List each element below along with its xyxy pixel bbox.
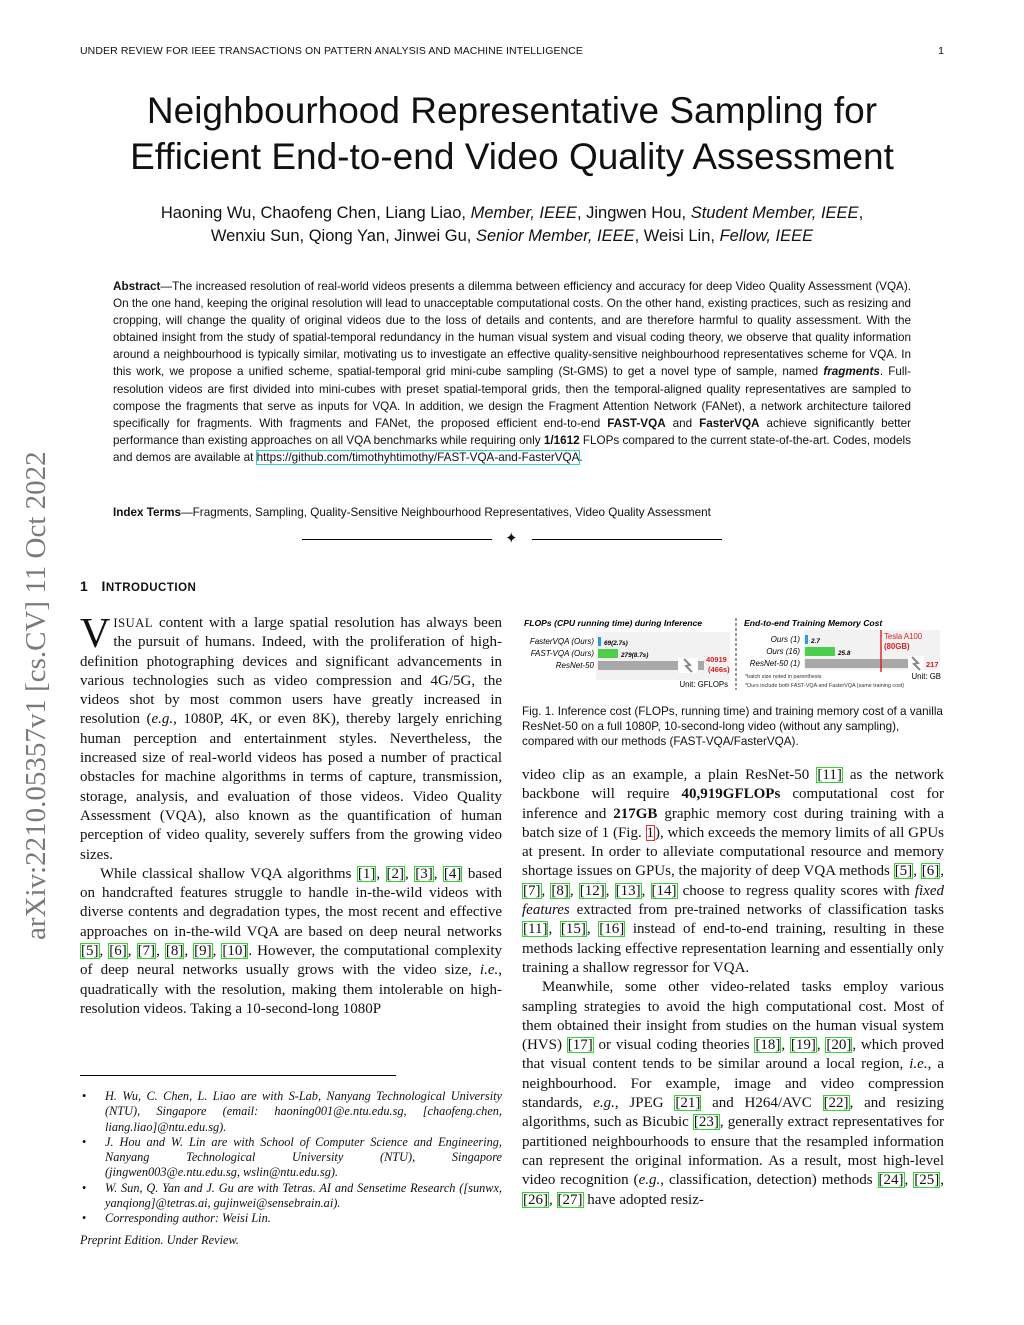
body-italic: e.g. <box>593 1095 615 1112</box>
row-label: Ours (1) <box>770 635 800 644</box>
citation-link[interactable]: [22] <box>823 1095 849 1112</box>
figure-right-title: End-to-end Training Memory Cost <box>744 618 883 628</box>
section-initial: I <box>101 578 106 594</box>
abstract-text: . Full-resolution videos are first divided into mini-cubes with preset spatial-temporal grids, then the temporal-aligned quality representatives are sampled to compose the fragments that serve as inputs for VQA. In addition, we design the Fragment Attention Network (FANet), a network architecture tailored specifically for fragments. With fragments and FANet, the proposed efficient end-to-end <box>113 365 911 430</box>
right-column <box>522 766 944 1210</box>
citation-link[interactable]: [9] <box>194 943 212 960</box>
citation-link[interactable]: [25] <box>914 1172 940 1189</box>
citation-link[interactable]: [20] <box>826 1037 852 1054</box>
body-bold: 217GB <box>613 805 658 822</box>
arxiv-stamp: arXiv:2210.05357v1 [cs.CV] 11 Oct 2022 <box>20 451 52 940</box>
paragraph: While classical shallow VQA algorithms [1], [2], [3], [4] based on handcrafted features struggle to handle in-the-wild videos with diverse contents and degradation types, the most recent and effective approaches on in-the-wild VQA are based on deep neural networks [5], [6], [7], [8], [9], [10]. However, the computational complexity of deep neural networks usually grows with the video size, i.e., quadratically with the resolution, making them intolerable on high-resolution videos. Taking a 10-second-long 1080P <box>80 865 503 1017</box>
figure-left-title: FLOPs (CPU running time) during Inference <box>524 618 703 628</box>
page-number: 1 <box>938 45 944 57</box>
bar-label: (466s) <box>708 665 730 674</box>
footnote <box>80 1135 502 1181</box>
body-text: , JPEG <box>614 1095 675 1112</box>
section-title-rest: NTRODUCTION <box>105 582 197 594</box>
body-italic: i.e. <box>909 1056 928 1073</box>
paper-title <box>80 88 944 180</box>
citation-link[interactable]: [21] <box>675 1095 701 1112</box>
smallcaps-word: ISUAL <box>113 616 154 630</box>
index-terms <box>113 505 911 521</box>
author-list <box>100 202 924 248</box>
body-text: , generally extract representatives for partitioned neighbourhoods to ensure that the resampled information can represent the original information. As a result, most high-level video recognition ( <box>522 1114 944 1189</box>
bar-fastervqa-flops <box>598 637 601 646</box>
index-terms-label: Index Terms <box>113 506 181 519</box>
citation-link[interactable]: [18] <box>755 1037 781 1054</box>
paragraph: video clip as an example, a plain ResNet-50 [11] as the network backbone will require 40,919GFLOPs computational cost for inference and 217GB graphic memory cost during training with a batch size of 1 (Fig. 1), which exceeds the memory limits of all GPUs at present. In order to alleviate computational resource and memory shortage issues on GPUs, the majority of deep VQA methods [5], [6], [7], [8], [12], [13], [14] choose to regress quality scores with fixed features extracted from pre-trained networks of classification tasks [11], [15], [16] instead of end-to-end training, resulting in these methods lacking effective representation learning and essentially only training a shallow regressor for VQA. <box>522 767 945 976</box>
figure-caption: Fig. 1. Inference cost (FLOPs, running time) and training memory cost of a vanilla ResNet-50 on a full 1080P, 10-second-long video (without any sampling), compared with our methods (FAST-VQA/FasterVQA). <box>522 705 943 748</box>
figure-1 <box>522 614 944 692</box>
author-text: Haoning Wu, Chaofeng Chen, Liang Liao, <box>160 204 466 222</box>
body-text: , and resizing algorithms, such as Bicubic <box>522 1095 944 1131</box>
body-text: . However, the computational complexity of deep neural networks usually grows with the video size, <box>80 943 503 979</box>
bar-resnet-flops <box>598 661 678 670</box>
author-text: , Jingwen Hou, <box>576 204 687 222</box>
citation-link[interactable]: [7] <box>523 882 541 899</box>
author-role: Member, IEEE <box>470 204 577 222</box>
citation-link[interactable]: [17] <box>567 1037 593 1054</box>
citation-link[interactable]: [7] <box>137 943 156 960</box>
body-italic: e.g. <box>638 1172 661 1189</box>
body-text: computational cost for inference and <box>522 786 945 822</box>
divider-symbol: ✦ <box>505 530 518 547</box>
body-text: video clip as an example, a plain ResNet-50 <box>522 767 817 783</box>
body-text: , quadratically with the resolution, making them intolerable on high-resolution videos. Taking a 10-second-long 1080P <box>80 962 502 1017</box>
bar-resnet-mem <box>805 659 913 668</box>
citation-link[interactable]: [24] <box>878 1172 904 1189</box>
abstract-text: achieve significantly better performance than existing approaches on all VQA benchmarks while requiring only <box>113 416 912 447</box>
citation-link[interactable]: [6] <box>921 863 940 880</box>
author-text: Wenxiu Sun, Qiong Yan, Jinwei Gu, <box>210 227 472 245</box>
footnotes <box>80 1089 502 1227</box>
tesla-label: Tesla A100 <box>884 632 923 641</box>
footnote <box>80 1181 502 1212</box>
footnote-text: Corresponding author: Weisi Lin. <box>105 1211 271 1226</box>
citation-link[interactable]: [15] <box>560 921 586 938</box>
paragraph <box>80 611 502 865</box>
footnote-text: J. Hou and W. Lin are with School of Computer Science and Engineering, Nanyang Technological University (NTU), Singapore (jingwen003@e.ntu.edu.sg, wslin@ntu.edu.sg). <box>105 1134 502 1180</box>
abstract <box>113 278 911 466</box>
citation-link[interactable]: [11] <box>817 767 842 783</box>
bar-label: 2.7 <box>811 638 820 645</box>
author-role: Senior Member, IEEE <box>475 227 635 245</box>
divider-line <box>302 539 492 540</box>
bar-label: 40919 <box>706 655 727 664</box>
citation-link[interactable]: [4] <box>443 865 462 882</box>
row-label: FasterVQA (Ours) <box>529 637 594 646</box>
abstract-fastervqa: FasterVQA <box>699 416 760 430</box>
body-bold: 40,919GFLOPs <box>681 786 781 803</box>
right-unit: Unit: GB <box>911 672 941 681</box>
abstract-text: FLOPs compared to the current state-of-the-art. Codes, models and demos are available at <box>113 433 911 464</box>
section-number: 1 <box>80 578 89 594</box>
citation-link[interactable]: [5] <box>81 943 99 960</box>
citation-link[interactable]: [8] <box>551 882 569 899</box>
bar-fastvqa-flops <box>598 649 618 658</box>
bar-label: 279(8.7s) <box>621 652 649 659</box>
figure-note: *batch size noted in parenthesis <box>745 674 822 680</box>
bar-label: 69(2.7s) <box>604 640 628 647</box>
abstract-text: . <box>579 450 583 464</box>
citation-link[interactable]: [2] <box>386 865 405 882</box>
body-text: Meanwhile, some other video-related tasks employ various sampling strategies to avoid the high computational cost. Most of them obtained their insight from studies on the human visual system (HVS) <box>522 979 944 1054</box>
body-italic: fixed features <box>522 882 945 919</box>
citation-link[interactable]: [12] <box>579 882 605 899</box>
running-header: UNDER REVIEW FOR IEEE TRANSACTIONS ON PATTERN ANALYSIS AND MACHINE INTELLIGENCE <box>80 45 584 57</box>
row-label: FAST-VQA (Ours) <box>530 649 594 658</box>
left-column <box>80 611 503 1019</box>
author-text: , Weisi Lin, <box>634 227 715 245</box>
author-text: , <box>858 204 864 222</box>
row-label: Ours (16) <box>766 647 800 656</box>
citation-link[interactable]: [5] <box>894 863 913 880</box>
citation-link[interactable]: [6] <box>109 943 127 960</box>
drop-cap: V <box>80 611 111 657</box>
bar-resnet-flops-tail <box>698 661 704 670</box>
abstract-text: —The increased resolution of real-world videos presents a dilemma between efficiency and accuracy for deep Video Quality Assessment (VQA). On the one hand, keeping the original resolution will lead to unacceptable computational costs. On the other hand, existing practices, such as resizing and cropping, will change the quality of original videos due to the loss of details and contents, and are therefore harmful to quality assessment. With the obtained insight from the study of spatial-temporal redundancy in the human visual system and visual coding theory, we observe that quality information around a neighbourhood is typically similar, motivating us to investigate an effective quality-sensitive neighbourhood representatives scheme for VQA. In this work, we propose a unified scheme, spatial-temporal grid mini-cube sampling (St-GMS) to get a novel type of sample, named <box>113 280 911 379</box>
citation-link[interactable]: [27] <box>557 1191 583 1208</box>
body-text: , which proved that visual content tends to be similar around a local region, <box>522 1037 945 1073</box>
body-text: instead of end-to-end training, resulting in these methods lacking effective representation learning and essentially only training a shallow regressor for VQA. <box>522 921 945 976</box>
citation-link[interactable]: [26] <box>523 1191 548 1208</box>
author-role: Student Member, IEEE <box>690 204 859 222</box>
footnote-text: W. Sun, Q. Yan and J. Gu are with Tetras. AI and Sensetime Research ([sunwx, yanqiong]@tetras.ai, gujinwei@sensebrain.ai). <box>105 1180 502 1211</box>
divider-line <box>532 539 722 540</box>
body-text: , a neighbourhood. For example, image and video compression standards, <box>522 1056 944 1112</box>
body-text: While classical shallow VQA algorithms <box>100 865 357 882</box>
footnote <box>80 1089 502 1135</box>
citation-link[interactable]: [11] <box>523 921 548 938</box>
citation-link[interactable]: [8] <box>165 943 184 960</box>
abstract-fastvqa: FAST-VQA <box>607 416 666 430</box>
citation-link[interactable]: [13] <box>615 882 641 899</box>
footnote-bullet: • <box>82 1134 87 1149</box>
citation-link[interactable]: [3] <box>415 865 433 882</box>
body-text: or visual coding theories <box>593 1037 755 1054</box>
footnote <box>80 1211 502 1226</box>
citation-link[interactable]: [23] <box>693 1114 719 1131</box>
bar-ours1-mem <box>805 635 808 644</box>
footnote-bullet: • <box>82 1211 87 1226</box>
body-italic: i.e. <box>479 962 499 979</box>
abstract-label: Abstract <box>113 280 161 293</box>
tesla-memory: (80GB) <box>884 642 910 651</box>
preprint-note: Preprint Edition. Under Review. <box>80 1233 239 1247</box>
bar-ours16-mem <box>805 647 835 656</box>
left-unit: Unit: GFLOPs <box>679 680 728 689</box>
body-text: , 1080P, 4K, or even 8K), thereby largely enriching human perception and entertainment styles. Nevertheless, the increased size of real-world videos has posed a number of practical obstacles for machine algorithms in terms of capture, transmission, storage, analysis, and evaluation of those videos. Video Quality Assessment (VQA), also known as the quantification of human perception of video quality, severely suffers from the growing video sizes. <box>80 711 502 863</box>
citation-link[interactable]: [10] <box>222 943 248 960</box>
body-text: and H264/AVC <box>701 1095 823 1112</box>
body-text: as the network backbone will require <box>522 767 944 803</box>
body-text: choose to regress quality scores with <box>677 882 915 899</box>
citation-link[interactable]: [14] <box>651 882 677 899</box>
title-line-2: Efficient End-to-end Video Quality Assessment <box>130 136 894 177</box>
body-text: graphic memory cost during training with a batch size of 1 (Fig. <box>522 805 944 841</box>
footnote-rule <box>80 1075 396 1076</box>
figure-link[interactable]: 1 <box>646 824 654 841</box>
bar-label: 217 <box>926 660 939 669</box>
title-line-1: Neighbourhood Representative Sampling for <box>146 90 878 131</box>
body-text: extracted from pre-trained networks of classification tasks <box>569 902 944 919</box>
body-italic: e.g. <box>151 711 174 728</box>
abstract-fragments: fragments <box>823 365 880 379</box>
figure-note: *Ours include both FAST-VQA and FasterVQA (same training cost) <box>745 683 905 689</box>
body-text: have adopted resiz- <box>583 1191 704 1208</box>
body-text: content with a large spatial resolution has always been the pursuit of humans. Indeed, with the proliferation of high-definition photographing devices and significant advancements in various technologies such as video compression and 4G/5G, the videos shot by most common users have greatly increased in resolution ( <box>80 615 502 728</box>
citation-link[interactable]: [16] <box>599 921 625 938</box>
paragraph: Meanwhile, some other video-related tasks employ various sampling strategies to avoid the high computational cost. Most of them obtained their insight from studies on the human visual system (HVS) [17] or visual coding theories [18], [19], [20], which proved that visual content tends to be similar around a local region, i.e., a neighbourhood. For example, image and video compression standards, e.g., JPEG [21] and H264/AVC [22], and resizing algorithms, such as Bicubic [23], generally extract representatives for partitioned neighbourhoods to ensure that the resampled information can represent the original information. As a result, most high-level video recognition (e.g., classification, detection) methods [24], [25], [26], [27] have adopted resiz- <box>522 979 945 1208</box>
footnote-text: H. Wu, C. Chen, L. Liao are with S-Lab, Nanyang Technological University (NTU), Singapore (email: haoning001@e.ntu.edu.sg, [chaofeng.chen, liang.liao]@ntu.edu.sg). <box>105 1089 502 1134</box>
code-link[interactable]: https://github.com/timothyhtimothy/FAST-VQA-and-FasterVQA <box>256 450 580 464</box>
body-text: based on handcrafted features struggle to handle in-the-wild videos with diverse contents and degradation types, the most recent and effective approaches on in-the-wild VQA are based on deep neural networks <box>80 865 503 940</box>
row-label: ResNet-50 (1) <box>749 659 800 668</box>
author-role: Fellow, IEEE <box>719 227 814 245</box>
abstract-text: and <box>665 416 700 430</box>
footnote-bullet: • <box>82 1089 87 1103</box>
abstract-ratio: 1/1612 <box>543 433 580 447</box>
body-text: , classification, detection) methods <box>660 1172 878 1189</box>
row-label: ResNet-50 <box>555 661 594 670</box>
footnote-bullet: • <box>82 1180 87 1195</box>
index-terms-text: —Fragments, Sampling, Quality-Sensitive Neighbourhood Representatives, Video Quality Assessment <box>180 506 711 519</box>
body-text: ), which exceeds the memory limits of all GPUs at present. In order to alleviate computational resource and memory shortage issues on GPUs, the majority of deep VQA methods <box>522 824 944 880</box>
citation-link[interactable]: [19] <box>790 1037 816 1054</box>
section-heading <box>80 578 196 594</box>
bar-label: 25.8 <box>838 650 851 657</box>
citation-link[interactable]: [1] <box>357 865 376 882</box>
